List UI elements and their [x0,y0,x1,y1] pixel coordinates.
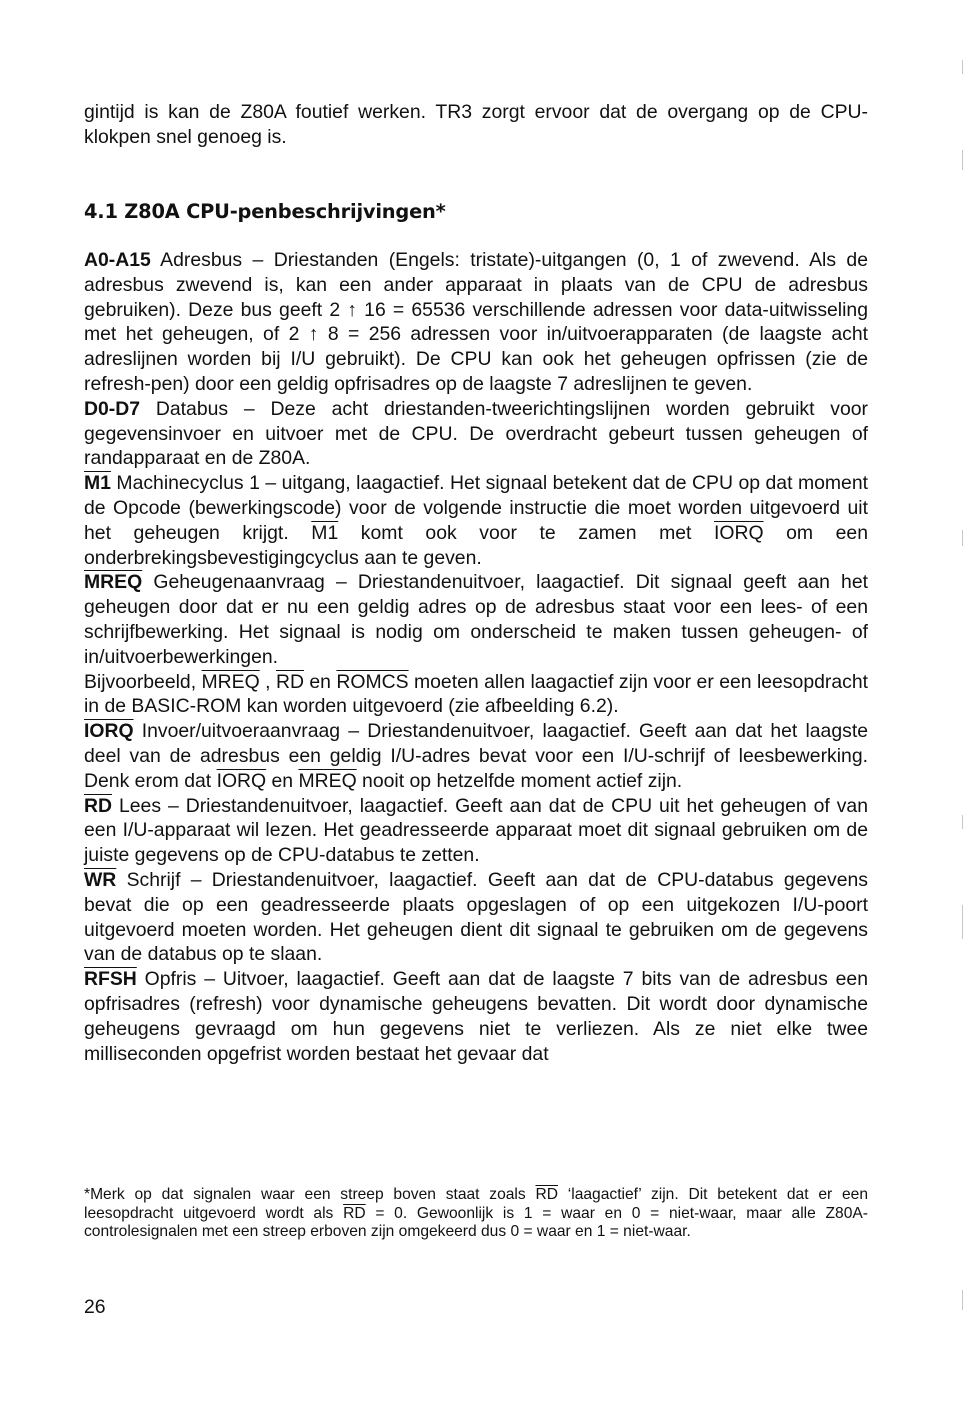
entry-text: moeten allen laagactief zijn voor er een leesopdracht in de BASIC-ROM kan worden uitgevoerd (zie afbeelding 6.2). [84,670,868,718]
entry-text: Machinecyclus 1 – uitgang, laagactief. Het signaal betekent dat de CPU op dat moment de Opcode (bewerkingscode) voor de volgende instructie die moet worden uitgevoerd uit het geheugen krijgt. [84,472,868,544]
entry-term: A0-A15 [84,249,151,271]
signal-name: ROMCS [336,670,409,693]
signal-name: $\overline{RD}$ [275,670,304,693]
entry-wr [84,868,868,967]
footnote-text: = 0. Gewoonlijk is 1 = waar en 0 = niet-waar, maar alle Z80A-controlesignalen met een streep erboven zijn omgekeerd dus 0 = waar en 1 = niet-waar. [84,1204,869,1241]
entry-mreq [84,570,868,669]
section-heading: 4.1 Z80A CPU-penbeschrijvingen* [84,200,446,223]
entry-term: MREQ [84,571,143,594]
entry-text: Bijvoorbeeld, [84,670,202,693]
entry-term: $\overline{WR}$ [84,868,117,891]
entry-text: en [266,769,299,792]
entry-term: RFSH [84,968,137,991]
entry-text: en [303,670,337,693]
scan-edge-mark [962,905,963,939]
entry-term: IORQ [84,720,134,743]
entry-term: D0-D7 [84,397,141,420]
entry-d0-d7 [84,397,868,471]
scan-edge-mark [962,150,963,170]
entry-text: Schrijf – Driestandenuitvoer, laagactief. Geeft aan dat de CPU-databus gegevens bevat die op een geadresseerde plaats opgeslagen of op een uitgekozen I/U-poort uitgevoerd moeten worden. Het geheugen dient dit signaal te gebruiken om de gegevens van de databus op te slaan. [84,868,868,966]
entry-iorq [84,719,868,793]
example-paragraph [84,670,868,720]
footnote [84,1186,868,1242]
scan-edge-mark [962,530,963,546]
entry-rfsh [84,967,868,1066]
footnote-text: *Merk op dat signalen waar een streep boven staat zoals [84,1186,536,1203]
scan-edge-mark [962,60,963,74]
entry-term: M1 [84,472,111,495]
entry-text: nooit op hetzelfde moment actief zijn. [356,769,683,792]
entry-text: om een onderbrekingsbevestigingcyclus aan te geven. [84,521,868,569]
entry-text: Opfris – Uitvoer, laagactief. Geeft aan dat de laagste 7 bits van de adresbus een opfrisadres (refresh) voor dynamische geheugens bevatten. Dit wordt door dynamische geheugens gevraagd om hun gegevens niet te verliezen. Als ze niet elke twee milliseconden opgefrist worden bestaat het gevaar dat [84,968,868,1065]
entry-text: komt ook voor te zamen met [338,521,714,544]
entry-text: , [259,670,276,693]
signal-name: $\overline{RD}$ [343,1204,366,1222]
entry-m1 [84,471,868,570]
signal-name: MREQ [298,769,357,792]
pin-descriptions [84,248,868,1066]
signal-name: IORQ [216,769,267,792]
entry-text: Lees – Driestandenuitvoer, laagactief. Geeft aan dat de CPU uit het geheugen of van een I/U-apparaat wil lezen. Het geadresseerde apparaat moet dit signaal gebruiken om de juiste gegevens op de CPU-databus te zetten. [84,794,868,867]
signal-name: M1 [311,521,339,544]
entry-text: Geheugenaanvraag – Driestandenuitvoer, laagactief. Dit signaal geeft aan het geheugen door dat er nu een geldig adres op de adresbus staat voor een lees- of een schrijfbewerking. Het signaal is nodig om onderscheid te maken tussen geheugen- of in/uitvoerbewerkingen. [84,571,868,668]
entry-text: Adresbus – Driestanden (Engels: tristate)-uitgangen (0, 1 of zwevend. Als de adresbus zwevend is, kan een ander apparaat in plaats van de CPU de adresbus gebruiken). Deze bus geeft 2 ↑ 16 = 65536 verschillende adressen voor data-uitwisseling met het geheugen, of 2 ↑ 8 = 256 adressen voor in/uitvoerapparaten (de laagste acht adreslijnen worden bij I/U gebruikt). De CPU kan ook het geheugen opfrissen (zie de refresh-pen) door een geldig opfrisadres op de laagste 7 adreslijnen te geven. [84,249,868,395]
entry-text: Databus – Deze acht driestanden-tweerichtingslijnen worden gebruikt voor gegevensinvoer en uitvoer met de CPU. De overdracht gebeurt tussen geheugen of randapparaat en de Z80A. [84,397,868,470]
entry-rd [84,794,868,868]
page-number: 26 [84,1296,106,1318]
scan-edge-mark [962,815,963,829]
signal-name: IORQ [713,521,764,544]
entry-text: Invoer/uitvoeraanvraag – Driestandenuitvoer, laagactief. Geeft aan dat het laagste deel van de adresbus een geldig I/U-adres bevat voor een I/U-schrijf of leesbewerking. Denk erom dat [84,720,868,792]
signal-name: MREQ [201,670,260,693]
entry-term: $\overline{RD}$ [84,794,113,817]
scan-edge-mark [962,1290,963,1310]
entry-a0-a15 [84,248,868,397]
signal-name: $\overline{RD}$ [535,1186,558,1203]
footnote-text: ‘laagactief’ zijn. Dit betekent dat er een leesopdracht uitgevoerd wordt als [84,1186,868,1222]
intro-paragraph: gintijd is kan de Z80A foutief werken. TR3 zorgt ervoor dat de overgang op de CPU-klokpen snel genoeg is. [84,101,868,148]
